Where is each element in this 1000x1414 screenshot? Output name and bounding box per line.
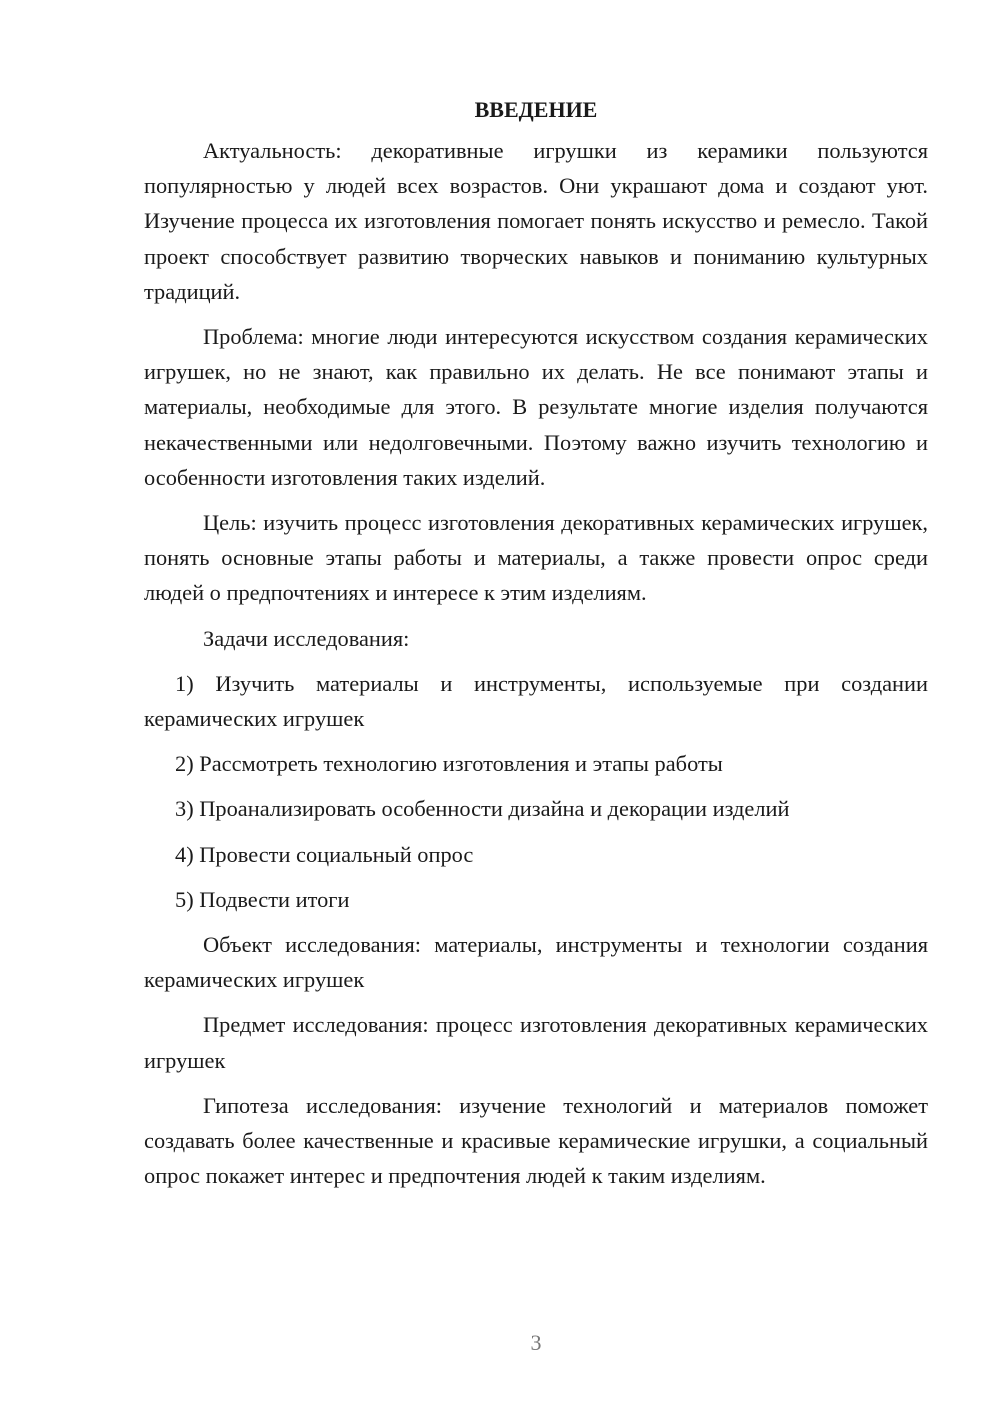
- task-item: 5) Подвести итоги: [175, 886, 350, 912]
- goal-paragraph: Цель: изучить процесс изготовления декоративных керамических игрушек, понять основные этапы работы и материалы, а также провести опрос среди людей о предпочтениях и интересе к этим изделиям.: [144, 510, 928, 606]
- relevance-paragraph: Актуальность: декоративные игрушки из керамики пользуются популярностью у людей всех возрастов. Они украшают дома и создают уют. Изучение процесса их изготовления помогает понять искусство и ремесло. Такой проект способствует развитию творческих навыков и пониманию культурных традиций.: [144, 138, 928, 304]
- document-page: [144, 92, 928, 1193]
- problem-paragraph: Проблема: многие люди интересуются искусством создания керамических игрушек, но не знают, как правильно их делать. Не все понимают этапы и материалы, необходимые для этого. В результате многие изделия получаются некачественными или недолговечными. Поэтому важно изучить технологию и особенности изготовления таких изделий.: [144, 324, 928, 490]
- task-item: 3) Проанализировать особенности дизайна и декорации изделий: [175, 796, 790, 822]
- tasks-heading: Задачи исследования:: [203, 625, 410, 651]
- hypothesis-paragraph: Гипотеза исследования: изучение технологий и материалов поможет создавать более качественные и красивые керамические игрушки, а социальный опрос покажет интерес и предпочтения людей к таким изделиям.: [144, 1092, 928, 1189]
- subject-paragraph: Предмет исследования: процесс изготовления декоративных керамических игрушек: [144, 1012, 928, 1073]
- task-item: 4) Провести социальный опрос: [175, 841, 474, 867]
- task-item: 2) Рассмотреть технологию изготовления и этапы работы: [175, 751, 723, 777]
- task-item: 1) Изучить материалы и инструменты, используемые при создании керамических игрушек: [144, 670, 928, 732]
- object-paragraph: Объект исследования: материалы, инструменты и технологии создания керамических игрушек: [144, 932, 928, 993]
- tasks-list: [144, 666, 928, 917]
- page-title: ВВЕДЕНИЕ: [474, 97, 598, 122]
- page-number: 3: [530, 1330, 542, 1355]
